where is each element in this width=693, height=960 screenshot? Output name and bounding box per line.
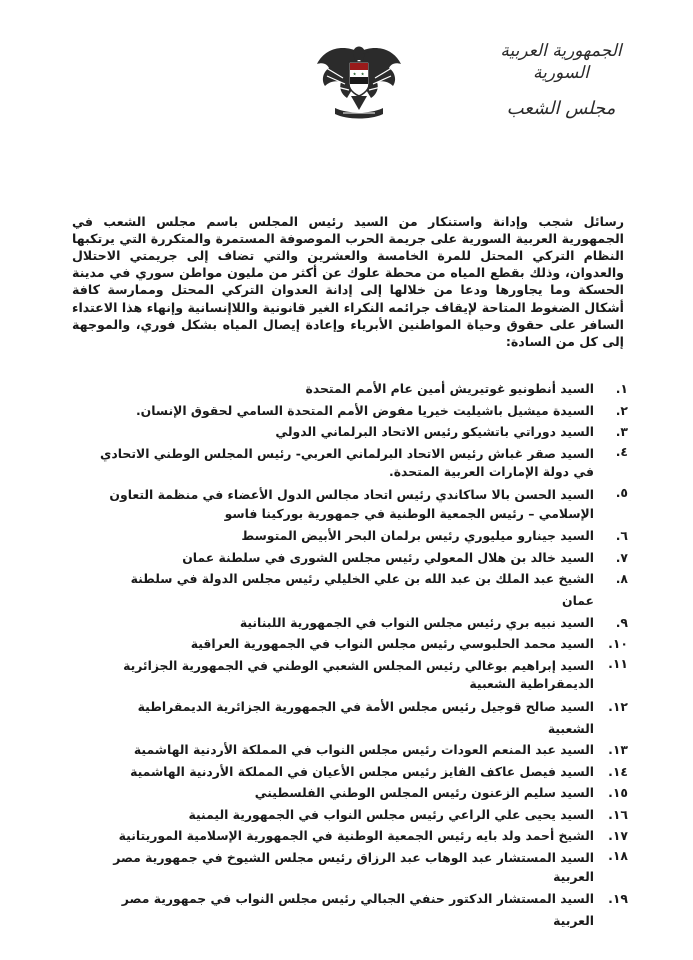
item-text: السيد نبيه بري رئيس مجلس النواب في الجمهورية اللبنانية xyxy=(239,614,594,630)
letterhead xyxy=(471,40,651,120)
item-text: السيد عبد المنعم العودات رئيس مجلس النواب في المملكة الأردنية الهاشمية xyxy=(133,742,594,758)
item-number: ٤. xyxy=(615,443,628,459)
item-text: السيد دوراتي باتشيكو رئيس الاتحاد البرلماني الدولي xyxy=(275,424,594,440)
item-text: السيد فيصل عاكف الفايز رئيس مجلس الأعيان في المملكة الأردنية الهاشمية xyxy=(130,763,594,779)
list-item xyxy=(96,782,628,804)
item-number: ١٧. xyxy=(608,828,628,844)
item-number: ١١. xyxy=(608,655,628,671)
item-number: ١. xyxy=(615,381,628,396)
item-number: ٦. xyxy=(615,528,628,544)
syrian-eagle-emblem-icon xyxy=(313,38,405,120)
item-number: ٢. xyxy=(615,402,628,418)
item-number: ١٣. xyxy=(608,742,628,758)
item-text: السيدة ميشيل باشيليت خيريا مفوض الأمم المتحدة السامي لحقوق الإنسان. xyxy=(135,402,594,418)
item-text: السيد المستشار الدكتور حنفي الجبالي رئيس مجلس النواب في جمهورية مصر العربية xyxy=(121,891,594,928)
list-item xyxy=(96,633,628,655)
intro-paragraph: رسائل شجب وإدانة واستنكار من السيد رئيس المجلس باسم مجلس الشعب في الجمهورية العربية السورية على جريمة الحرب الموصوفة المستمرة والمتكررة التي يرتكبها النظام التركي المحتل للمرة الخامسة والعشرين والتي تضاف إلى جريمتي الاحتلال والعدوان، وذلك بقطع المياه من محطة علوك عن أكثر من مليون مواطن سوري في مدينة الحسكة وما يجاورها ودعا من خلالها إلى إدانة العدوان التركي المحتل وممارسة كافة أشكال الضغوط المتاحة لإيقاف جرائمه النكراء الغير قانونية واللاإنسانية وإنهاء هذا الاعتداء السافر على حقوق وحياة المواطنين الأبرياء وإعادة إيصال المياه بشكل فوري، والموجهة إلى كل من السادة: xyxy=(72,213,624,350)
item-number: ٩. xyxy=(615,614,628,630)
item-text: السيد صقر غباش رئيس الاتحاد البرلماني العربي- رئيس المجلس الوطني الاتحادي في دولة الإمارات العربية المتحدة. xyxy=(100,445,594,480)
list-item xyxy=(96,888,628,931)
item-number: ١٩. xyxy=(608,891,628,907)
item-text: السيد محمد الحلبوسي رئيس مجلس النواب في الجمهورية العراقية xyxy=(190,636,594,652)
list-item xyxy=(96,804,628,826)
list-item xyxy=(96,655,628,696)
list-item xyxy=(96,568,628,611)
item-number: ١٥. xyxy=(608,785,628,801)
list-item xyxy=(96,378,628,400)
item-text: السيد سليم الزعنون رئيس المجلس الوطني الفلسطيني xyxy=(254,785,594,801)
list-item xyxy=(96,761,628,783)
list-item xyxy=(96,525,628,547)
item-text: السيد جينارو ميليوري رئيس برلمان البحر الأبيض المتوسط xyxy=(241,528,594,544)
item-text: السيد المستشار عبد الوهاب عبد الرزاق رئيس مجلس الشيوخ في جمهورية مصر العربية xyxy=(113,850,594,884)
list-item xyxy=(96,696,628,739)
item-number: ٨. xyxy=(615,571,628,587)
list-item xyxy=(96,547,628,569)
item-text: السيد أنطونيو غوتيريش أمين عام الأمم المتحدة xyxy=(305,381,594,396)
item-number: ١٠. xyxy=(608,636,628,652)
item-text: الشيخ أحمد ولد بايه رئيس الجمعية الوطنية في الجمهورية الإسلامية الموريتانية xyxy=(118,828,594,844)
item-number: ٧. xyxy=(615,549,628,565)
item-number: ١٤. xyxy=(608,763,628,779)
item-text: السيد الحسن بالا ساكاندي رئيس اتحاد مجالس الدول الأعضاء في منظمة التعاون الإسلامي – رئيس الجمعية الوطنية في جمهورية بوركينا فاسو xyxy=(109,486,594,521)
item-text: السيد يحيى علي الراعي رئيس مجلس النواب في الجمهورية اليمنية xyxy=(188,806,594,822)
letterhead-country: الجمهورية العربية السورية xyxy=(500,41,622,83)
item-number: ٣. xyxy=(615,424,628,440)
recipient-list xyxy=(96,378,628,931)
list-item xyxy=(96,847,628,888)
list-item xyxy=(96,825,628,847)
item-text: السيد صالح قوجيل رئيس مجلس الأمة في الجمهورية الجزائرية الديمقراطية الشعبية xyxy=(137,698,594,736)
list-item xyxy=(96,400,628,422)
item-text: السيد إبراهيم بوغالي رئيس المجلس الشعبي الوطني في الجمهورية الجزائرية الديمقراطية الشعبية xyxy=(123,657,594,692)
list-item xyxy=(96,739,628,761)
item-text: الشيخ عبد الملك بن عبد الله بن علي الخليلي رئيس مجلس الدولة في سلطنة عمان xyxy=(130,571,594,608)
item-number: ١٨. xyxy=(608,848,628,864)
list-item xyxy=(96,484,628,525)
item-number: ٥. xyxy=(615,484,628,500)
item-text: السيد خالد بن هلال المعولي رئيس مجلس الشورى في سلطنة عمان xyxy=(182,549,594,565)
letterhead-institution: مجلس الشعب xyxy=(506,98,616,119)
list-item xyxy=(96,443,628,484)
item-number: ١٢. xyxy=(608,698,628,714)
list-item xyxy=(96,421,628,443)
list-item xyxy=(96,612,628,634)
item-number: ١٦. xyxy=(608,806,628,822)
